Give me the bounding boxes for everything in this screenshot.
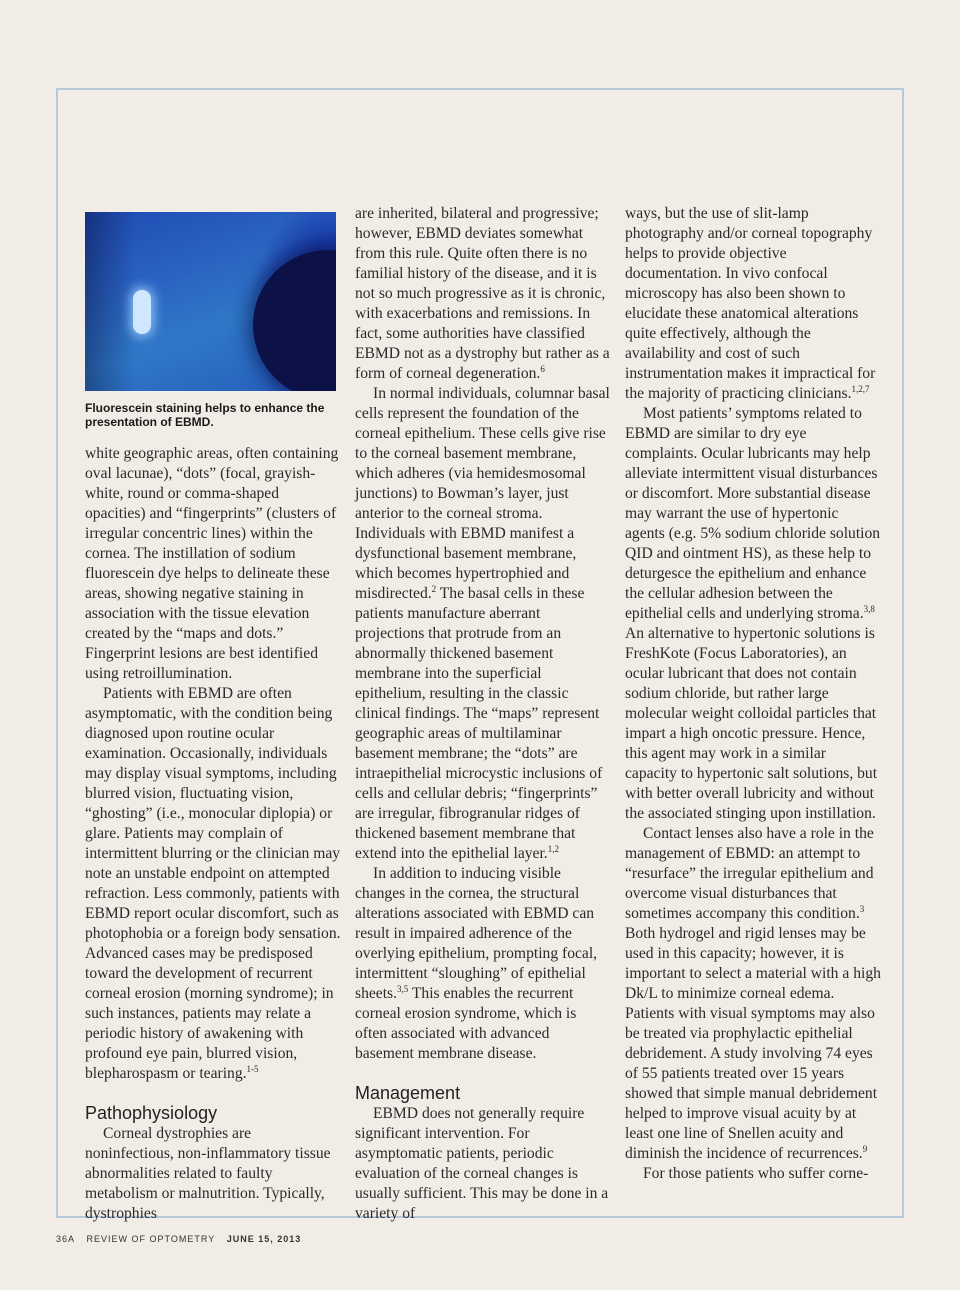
section-heading-pathophysiology: Pathophysiology xyxy=(85,1103,218,1123)
paragraph: For those patients who suffer corne- xyxy=(643,1165,869,1182)
paragraph: ways, but the use of slit-lamp photography and/or corneal topography helps to provide objective documentation. In vivo confocal microscopy has also been shown to elucidate these anatomical alterations quite effectively, although the availability and cost of such instrumentation makes it impractical for the majority of practicing clinicians.$^{1,2,7}$ xyxy=(625,205,876,402)
page-number: 36A xyxy=(56,1234,76,1244)
figure-caption: Fluorescein staining helps to enhance the presentation of EBMD. xyxy=(85,401,325,429)
paragraph: Corneal dystrophies are noninfectious, non-inflammatory tissue abnormalities related to faulty metabolism or malnutrition. Typically, dystrophies xyxy=(85,1125,331,1222)
column-3 xyxy=(625,204,881,1184)
reference: 3,8 xyxy=(863,604,875,614)
paragraph: EBMD does not generally require significant intervention. For asymptomatic patients, periodic evaluation of the corneal changes is usually sufficient. This may be done in a variety of xyxy=(355,1105,609,1222)
reference: 9 xyxy=(862,1144,868,1154)
paragraph: Contact lenses also have a role in the management of EBMD: an attempt to “resurface” the irregular epithelium and overcome visual disturbances that sometimes accompany this condition.$^3$ Both hydrogel and rigid lenses may be used in this capacity; however, it is important to select a material with a high Dk/L to minimize corneal edema. Patients with visual symptoms may also be treated via prophylactic epithelial debridement. A study involving 74 eyes of 55 patients treated over 15 years showed that simple manual debridement helped to improve visual acuity by at least one line of Snellen acuity and diminish the incidence of recurrences.$^9$ xyxy=(625,825,881,1162)
section-heading-management: Management xyxy=(355,1083,461,1103)
paragraph: are inherited, bilateral and progressive; however, EBMD deviates somewhat from this rule. Quite often there is no familial history of the disease, and it is not so much progressive as it is chronic, with exacerbations and remissions. In fact, some authorities have classified EBMD not as a dystrophy but rather as a form of corneal degeneration.$^6$ xyxy=(355,205,610,382)
photo-vignette xyxy=(85,212,336,391)
reference: 2 xyxy=(431,584,437,594)
fluorescein-eye-photo xyxy=(85,212,336,391)
reference: 1,2,7 xyxy=(851,384,870,394)
paragraph: white geographic areas, often containing oval lacunae), “dots” (focal, grayish-white, round or comma-shaped opacities) and “fingerprints” (clusters of irregular concentric lines) within the cornea. The instillation of sodium fluorescein dye helps to delineate these areas, showing negative staining in association with the tissue elevation created by the “maps and dots.” Fingerprint lesions are best identified using retroillumination. xyxy=(85,445,339,682)
reference: 3,5 xyxy=(397,984,409,994)
reference: 3 xyxy=(859,904,865,914)
publication-name: REVIEW OF OPTOMETRY xyxy=(86,1234,216,1244)
reference: 1-5 xyxy=(246,1064,259,1074)
column-2 xyxy=(355,204,611,1224)
paragraph: Most patients’ symptoms related to EBMD are similar to dry eye complaints. Ocular lubricants may help alleviate intermittent visual disturbances or discomfort. More substantial disease may warrant the use of hypertonic agents (e.g. 5% sodium chloride solution QID and ointment HS), as these help to deturgesce the epithelium and enhance the cellular adhesion between the epithelial cells and underlying stroma.$^{3,8}$ An alternative to hypertonic solutions is FreshKote (Focus Laboratories), an ocular lubricant that does not contain sodium chloride, but rather large molecular weight colloidal particles that impart a high oncotic pressure. Hence, this agent may work in a similar capacity to hypertonic salt solutions, but with better overall lubricity and without the associated stinging upon instillation. xyxy=(625,405,881,822)
page-footer xyxy=(56,1234,309,1244)
paragraph: In normal individuals, columnar basal cells represent the foundation of the corneal epithelium. These cells give rise to the corneal basement membrane, which adheres (via hemidesmosomal junctions) to Bowman’s layer, just anterior to the corneal stroma. Individuals with EBMD manifest a dysfunctional basement membrane, which becomes hypertrophied and misdirected.$^2$ The basal cells in these patients manufacture aberrant projections that protrude from an abnormally thickened basement membrane into the superficial epithelium, resulting in the classic clinical findings. The “maps” represent geographic areas of multilaminar basement membrane; the “dots” are intraepithelial microcystic inclusions of cells and cellular debris; “fingerprints” are irregular, fibrogranular ridges of thickened basement membrane that extend into the epithelial layer.$^{1,2}$ xyxy=(355,385,610,862)
column-1 xyxy=(85,444,341,1224)
reference: 1,2 xyxy=(547,844,559,854)
paragraph: In addition to inducing visible changes in the cornea, the structural alterations associated with EBMD can result in impaired adherence of the overlying epithelium, prompting focal, intermittent “sloughing” of epithelial sheets.$^{3,5}$ This enables the recurrent corneal erosion syndrome, which is often associated with advanced basement membrane disease. xyxy=(355,865,598,1062)
reference: 6 xyxy=(540,364,545,374)
issue-date: JUNE 15, 2013 xyxy=(226,1234,302,1244)
paragraph: Patients with EBMD are often asymptomatic, with the condition being diagnosed upon routine ocular examination. Occasionally, individuals may display visual symptoms, including blurred vision, fluctuating vision, “ghosting” (i.e., monocular diplopia) or glare. Patients may complain of intermittent blurring or the clinician may note an unstable endpoint on attempted refraction. Less commonly, patients with EBMD report ocular discomfort, such as photophobia or a foreign body sensation. Advanced cases may be predisposed toward the development of recurrent corneal erosion (morning syndrome); in such instances, patients may relate a periodic history of awakening with profound eye pain, blurred vision, blepharospasm or tearing.$^{1-5}$ xyxy=(85,685,341,1082)
